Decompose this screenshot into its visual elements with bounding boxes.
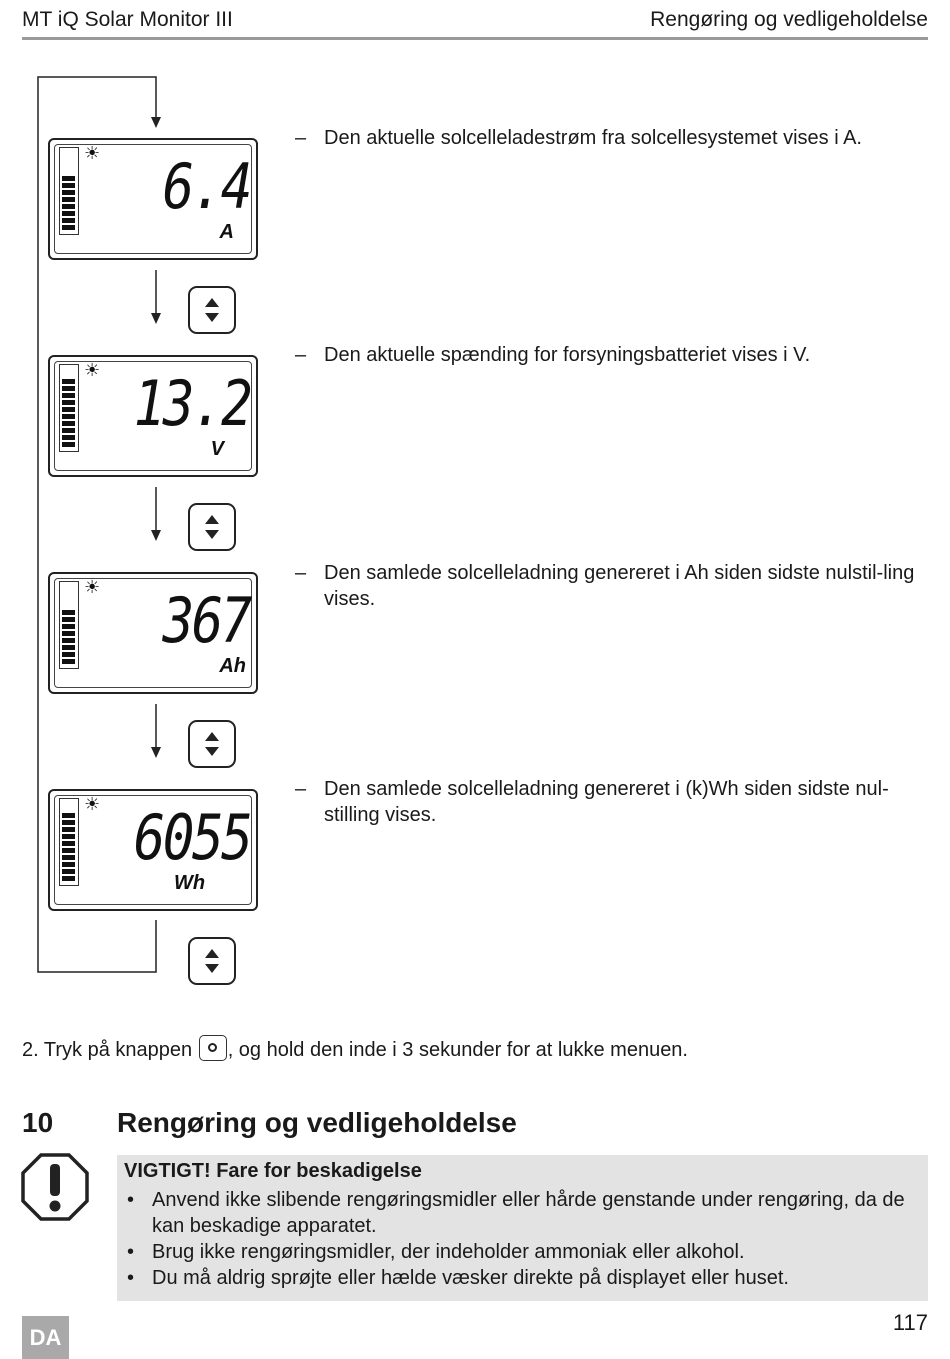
display-description: – Den aktuelle spænding for forsyningsbatteriet vises i V. (295, 344, 811, 366)
sun-icon: ☀ (84, 794, 101, 814)
lcd-value: 367 (162, 584, 250, 657)
sun-icon: ☀ (84, 360, 101, 380)
lcd-display-current (48, 138, 258, 260)
step-text-before: Tryk på knappen (43, 1039, 193, 1061)
lcd-value: 6055 (133, 801, 250, 874)
warning-list (124, 1187, 919, 1291)
sun-icon: ☀ (84, 143, 101, 163)
step-number: 2. (22, 1039, 39, 1061)
battery-level-icon (59, 364, 79, 452)
list-item: • Brug ikke rengøringsmidler, der indeholder ammoniak eller alkohol. (124, 1239, 919, 1265)
display-description: – Den aktuelle solcelleladestrøm fra solcellesystemet vises i A. (295, 127, 862, 149)
sun-icon: ☀ (84, 577, 101, 597)
up-down-arrows-icon (190, 939, 234, 983)
up-down-button[interactable] (188, 720, 236, 768)
lcd-unit: Wh (174, 872, 206, 894)
language-badge: DA (22, 1316, 69, 1359)
set-button-icon (199, 1035, 227, 1061)
warning-octagon-icon (20, 1152, 90, 1222)
instruction-step-2 (22, 1035, 688, 1063)
up-down-button[interactable] (188, 503, 236, 551)
battery-level-icon (59, 798, 79, 886)
lcd-display-amp-hours (48, 572, 258, 694)
display-description: – Den samlede solcelleladning genereret i (k)Wh siden sidste nul-stilling vises. (295, 778, 889, 826)
step-text-after: , og hold den inde i 3 sekunder for at lukke menuen. (227, 1039, 688, 1061)
display-description: – Den samlede solcelleladning genereret i Ah siden sidste nulstil-ling vises. (295, 562, 915, 610)
up-down-button[interactable] (188, 286, 236, 334)
lcd-value: 6.4 (162, 150, 250, 223)
lcd-unit: V (210, 438, 224, 460)
battery-level-icon (59, 581, 79, 669)
list-item: • Du må aldrig sprøjte eller hælde væsker direkte på displayet eller huset. (124, 1265, 919, 1291)
header-product-name: MT iQ Solar Monitor III (22, 8, 233, 31)
lcd-unit: A (219, 221, 234, 243)
up-down-arrows-icon (190, 288, 234, 332)
lcd-value: 13.2 (133, 367, 250, 440)
warning-heading: VIGTIGT! Fare for beskadigelse (124, 1160, 422, 1182)
section-title: Rengøring og vedligeholdelse (117, 1107, 517, 1138)
header-section-name: Rengøring og vedligeholdelse (650, 8, 928, 31)
up-down-button[interactable] (188, 937, 236, 985)
up-down-arrows-icon (190, 505, 234, 549)
battery-level-icon (59, 147, 79, 235)
lcd-unit: Ah (219, 655, 246, 677)
page-number: 117 (892, 1310, 928, 1335)
up-down-arrows-icon (190, 722, 234, 766)
section-number: 10 (22, 1107, 54, 1138)
lcd-display-watt-hours (48, 789, 258, 911)
list-item: • Anvend ikke slibende rengøringsmidler eller hårde genstande under rengøring, da de kan beskadige apparatet. (124, 1187, 919, 1239)
warning-box (117, 1155, 928, 1301)
lcd-display-voltage (48, 355, 258, 477)
